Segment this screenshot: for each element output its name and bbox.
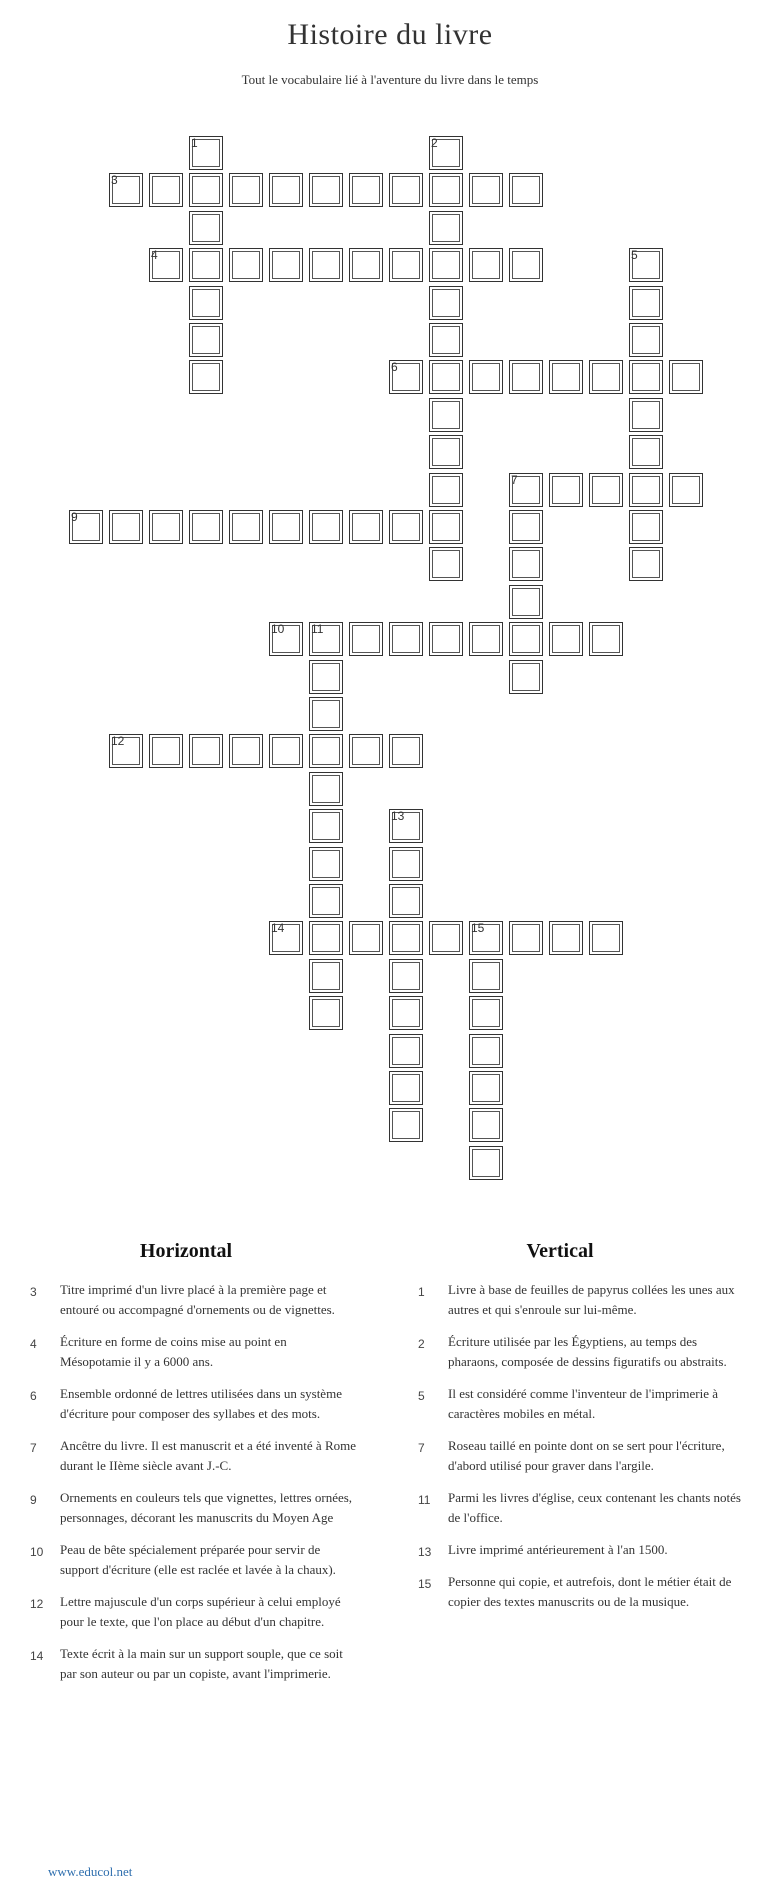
crossword-cell[interactable] [429, 473, 463, 507]
cell-number: 5 [631, 248, 638, 263]
crossword-cell[interactable] [629, 547, 663, 581]
crossword-cell[interactable] [109, 173, 143, 207]
crossword-cell[interactable] [629, 248, 663, 282]
crossword-cell[interactable] [389, 921, 423, 955]
crossword-cell[interactable] [309, 697, 343, 731]
clue-item [30, 1332, 360, 1372]
clue-number: 2 [418, 1337, 425, 1351]
crossword-cell[interactable] [309, 660, 343, 694]
crossword-cell[interactable] [509, 248, 543, 282]
crossword-cell[interactable] [429, 211, 463, 245]
crossword-cell[interactable] [389, 884, 423, 918]
clue-number: 4 [30, 1337, 37, 1351]
clue-number: 12 [30, 1597, 44, 1611]
crossword-cell[interactable] [469, 959, 503, 993]
clue-number: 9 [30, 1493, 37, 1507]
cell-number: 14 [271, 921, 285, 936]
crossword-cell[interactable] [109, 510, 143, 544]
clue-text: Lettre majuscule d'un corps supérieur à celui employé pour le texte, que l'on place au début d'un chapitre. [60, 1594, 341, 1629]
crossword-cell[interactable] [469, 622, 503, 656]
crossword-cell[interactable] [229, 510, 263, 544]
crossword-cell[interactable] [429, 398, 463, 432]
clue-text: Peau de bête spécialement préparée pour servir de support d'écriture (elle est raclée et lavée à la chaux). [60, 1542, 336, 1577]
crossword-cell[interactable] [669, 473, 703, 507]
crossword-cell[interactable] [309, 622, 343, 656]
crossword-cell[interactable] [389, 1108, 423, 1142]
crossword-cell[interactable] [429, 360, 463, 394]
crossword-cell[interactable] [189, 173, 223, 207]
crossword-cell[interactable] [429, 173, 463, 207]
cell-number: 7 [511, 472, 518, 487]
clue-number: 10 [30, 1545, 44, 1559]
crossword-cell[interactable] [589, 473, 623, 507]
crossword-cell[interactable] [389, 248, 423, 282]
cell-number: 12 [111, 734, 125, 749]
clue-text: Il est considéré comme l'inventeur de l'imprimerie à caractères mobiles en métal. [448, 1386, 719, 1421]
clue-text: Personne qui copie, et autrefois, dont le métier était de copier des textes manuscrits ou de la musique. [448, 1574, 732, 1609]
clue-number: 6 [30, 1389, 37, 1403]
page-subtitle: Tout le vocabulaire lié à l'aventure du livre dans le temps [241, 72, 539, 87]
crossword-cell[interactable] [629, 398, 663, 432]
crossword-cell[interactable] [589, 622, 623, 656]
clue-number: 14 [30, 1649, 44, 1663]
crossword-cell[interactable] [469, 1108, 503, 1142]
crossword-cell[interactable] [549, 622, 583, 656]
cell-number: 6 [391, 360, 398, 375]
educol-link[interactable]: www.educol.net [48, 1864, 133, 1879]
horizontal-heading: Horizontal [139, 1240, 233, 1262]
crossword-cell[interactable] [229, 248, 263, 282]
crossword-cell[interactable] [389, 734, 423, 768]
clue-item [418, 1332, 748, 1372]
crossword-cell[interactable] [509, 622, 543, 656]
clue-number: 11 [418, 1493, 431, 1507]
crossword-cell[interactable] [269, 510, 303, 544]
crossword-cell[interactable] [509, 473, 543, 507]
crossword-cell[interactable] [109, 734, 143, 768]
crossword-cell[interactable] [629, 360, 663, 394]
crossword-cell[interactable] [229, 173, 263, 207]
crossword-cell[interactable] [149, 510, 183, 544]
crossword-cell[interactable] [629, 473, 663, 507]
clue-number: 5 [418, 1389, 425, 1403]
crossword-cell[interactable] [629, 286, 663, 320]
crossword-cell[interactable] [469, 921, 503, 955]
cell-number: 11 [311, 622, 324, 637]
crossword-cell[interactable] [389, 1034, 423, 1068]
clue-item [418, 1572, 748, 1612]
clue-number: 7 [30, 1441, 37, 1455]
crossword-cell[interactable] [549, 921, 583, 955]
clue-text: Texte écrit à la main sur un support souple, que ce soit par son auteur ou par un copiste, avant l'imprimerie. [60, 1646, 343, 1681]
crossword-cell[interactable] [69, 510, 103, 544]
crossword-cell[interactable] [589, 360, 623, 394]
clue-text: Écriture en forme de coins mise au point en Mésopotamie il y a 6000 ans. [60, 1334, 287, 1369]
crossword-cell[interactable] [549, 473, 583, 507]
crossword-cell[interactable] [189, 286, 223, 320]
crossword-cell[interactable] [189, 248, 223, 282]
clue-item [30, 1488, 360, 1528]
clue-number: 1 [418, 1285, 425, 1299]
crossword-cell[interactable] [389, 959, 423, 993]
crossword-cell[interactable] [269, 622, 303, 656]
crossword-cell[interactable] [669, 360, 703, 394]
crossword-cell[interactable] [469, 360, 503, 394]
crossword-cell[interactable] [149, 173, 183, 207]
crossword-cell[interactable] [149, 734, 183, 768]
crossword-cell[interactable] [189, 360, 223, 394]
crossword-cell[interactable] [429, 547, 463, 581]
crossword-cell[interactable] [189, 323, 223, 357]
clue-item [418, 1384, 748, 1424]
crossword-cell[interactable] [349, 248, 383, 282]
crossword-cell[interactable] [309, 884, 343, 918]
crossword-cell[interactable] [349, 622, 383, 656]
crossword-cell[interactable] [349, 921, 383, 955]
crossword-cell[interactable] [509, 547, 543, 581]
crossword-cell[interactable] [429, 510, 463, 544]
clue-item [418, 1436, 748, 1476]
clue-item [418, 1488, 748, 1528]
crossword-cell[interactable] [509, 585, 543, 619]
clue-text: Ancêtre du livre. Il est manuscrit et a été inventé à Rome durant le IIème siècle avant J.-C. [60, 1438, 356, 1473]
clue-number: 13 [418, 1545, 432, 1559]
crossword-cell[interactable] [309, 809, 343, 843]
crossword-cell[interactable] [229, 734, 263, 768]
crossword-cell[interactable] [389, 173, 423, 207]
crossword-cell[interactable] [509, 660, 543, 694]
cell-number: 3 [111, 173, 118, 188]
clue-text: Écriture utilisée par les Égyptiens, au temps des pharaons, composée de dessins figuratifs ou abstraits. [448, 1334, 727, 1369]
crossword-cell[interactable] [429, 921, 463, 955]
crossword-cell[interactable] [509, 510, 543, 544]
crossword-cell[interactable] [189, 136, 223, 170]
crossword-cell[interactable] [549, 360, 583, 394]
crossword-cell[interactable] [189, 211, 223, 245]
clue-number: 3 [30, 1285, 37, 1299]
crossword-cell[interactable] [149, 248, 183, 282]
clue-text: Livre imprimé antérieurement à l'an 1500. [448, 1542, 668, 1557]
crossword-cell[interactable] [189, 510, 223, 544]
crossword-cell[interactable] [469, 1071, 503, 1105]
clue-item [418, 1540, 748, 1560]
crossword-cell[interactable] [389, 360, 423, 394]
clue-text: Roseau taillé en pointe dont on se sert pour l'écriture, d'abord utilisé pour graver dans l'argile. [448, 1438, 725, 1473]
crossword-cell[interactable] [309, 510, 343, 544]
crossword-cell[interactable] [509, 173, 543, 207]
crossword-cell[interactable] [589, 921, 623, 955]
cell-number: 4 [151, 248, 158, 263]
crossword-cell[interactable] [309, 734, 343, 768]
cell-number: 2 [431, 136, 438, 150]
clue-number: 7 [418, 1441, 425, 1455]
cell-number: 9 [71, 510, 78, 524]
crossword-cell[interactable] [469, 996, 503, 1030]
crossword-cell[interactable] [349, 734, 383, 768]
clue-item [30, 1592, 360, 1632]
crossword-cell[interactable] [389, 622, 423, 656]
crossword-cell[interactable] [269, 921, 303, 955]
clue-text: Titre imprimé d'un livre placé à la première page et entouré ou accompagné d'ornements ou de vignettes. [60, 1282, 335, 1317]
horizontal-clue-list [30, 1280, 360, 1696]
clue-text: Ensemble ordonné de lettres utilisées dans un système d'écriture pour composer des syllabes et des mots. [60, 1386, 342, 1421]
crossword-cell[interactable] [469, 173, 503, 207]
cell-number: 10 [271, 622, 285, 637]
crossword-cell[interactable] [389, 996, 423, 1030]
cell-number: 15 [471, 921, 485, 936]
crossword-cell[interactable] [309, 996, 343, 1030]
crossword-cell[interactable] [309, 173, 343, 207]
crossword-cell[interactable] [389, 809, 423, 843]
clue-number: 15 [418, 1577, 432, 1591]
crossword-cell[interactable] [629, 435, 663, 469]
clue-item [30, 1644, 360, 1684]
page-title: Histoire du livre [287, 18, 493, 51]
crossword-cell[interactable] [429, 136, 463, 170]
crossword-cell[interactable] [429, 323, 463, 357]
crossword-cell[interactable] [309, 248, 343, 282]
crossword-cell[interactable] [389, 1071, 423, 1105]
cell-number: 13 [391, 809, 405, 824]
crossword-cell[interactable] [469, 248, 503, 282]
crossword-cell[interactable] [429, 622, 463, 656]
clue-text: Ornements en couleurs tels que vignettes, lettres ornées, personnages, décorant les manuscrits du Moyen Age [60, 1490, 353, 1525]
crossword-cell[interactable] [389, 847, 423, 881]
cell-number: 1 [191, 136, 198, 150]
clue-item [30, 1384, 360, 1424]
crossword-cell[interactable] [349, 173, 383, 207]
vertical-heading: Vertical [526, 1240, 594, 1262]
crossword-cell[interactable] [429, 248, 463, 282]
crossword-cell[interactable] [269, 173, 303, 207]
clue-item [30, 1280, 360, 1320]
crossword-cell[interactable] [309, 847, 343, 881]
crossword-cell[interactable] [629, 510, 663, 544]
crossword-cell[interactable] [629, 323, 663, 357]
clue-text: Parmi les livres d'église, ceux contenant les chants notés de l'office. [448, 1490, 741, 1525]
crossword-cell[interactable] [309, 772, 343, 806]
crossword-cell[interactable] [269, 734, 303, 768]
crossword-cell[interactable] [429, 435, 463, 469]
crossword-cell[interactable] [509, 921, 543, 955]
crossword-cell[interactable] [269, 248, 303, 282]
crossword-cell[interactable] [309, 921, 343, 955]
crossword-cell[interactable] [509, 360, 543, 394]
crossword-cell[interactable] [349, 510, 383, 544]
crossword-cell[interactable] [309, 959, 343, 993]
clue-text: Livre à base de feuilles de papyrus collées les unes aux autres et qui s'enroule sur lui-même. [448, 1282, 735, 1317]
crossword-cell[interactable] [389, 510, 423, 544]
clue-item [418, 1280, 748, 1320]
crossword-cell[interactable] [189, 734, 223, 768]
crossword-cell[interactable] [469, 1146, 503, 1180]
clue-item [30, 1540, 360, 1580]
vertical-clue-list [418, 1280, 748, 1624]
crossword-cell[interactable] [469, 1034, 503, 1068]
clue-item [30, 1436, 360, 1476]
crossword-cell[interactable] [429, 286, 463, 320]
